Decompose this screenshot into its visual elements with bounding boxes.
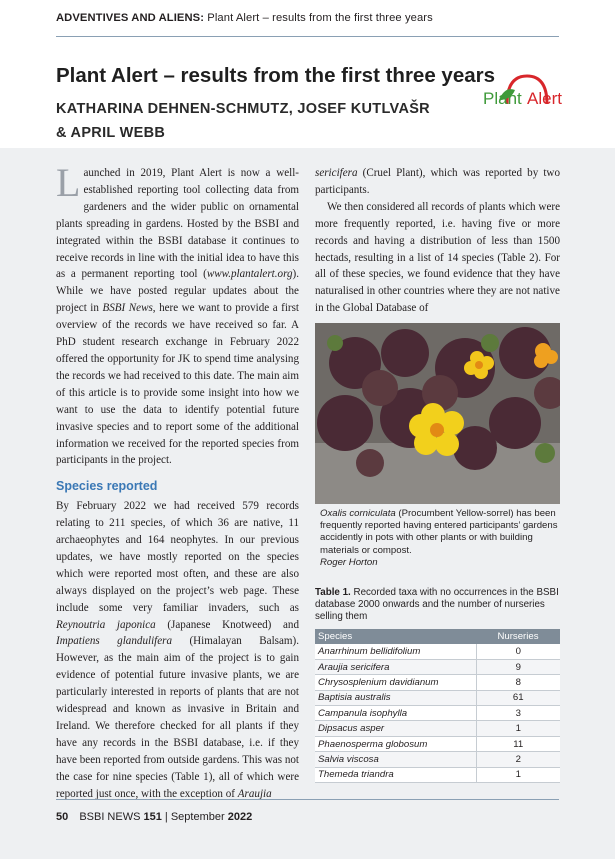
table-row <box>315 706 560 721</box>
cell-species: Anarrhinum bellidifolium <box>315 644 476 659</box>
cell-nurseries: 8 <box>476 675 560 690</box>
cell-species: Campanula isophylla <box>315 706 476 721</box>
running-head-title: Plant Alert – results from the first three years <box>207 12 433 24</box>
table-row <box>315 721 560 736</box>
subheading-species-reported: Species reported <box>56 479 158 494</box>
table-row <box>315 644 560 659</box>
oxalis-photo <box>315 323 560 504</box>
species-name: Araujia <box>237 787 272 800</box>
top-rule <box>56 36 559 37</box>
publication-name: BSBI News <box>102 302 153 315</box>
cell-nurseries: 2 <box>476 752 560 767</box>
cell-nurseries: 61 <box>476 690 560 705</box>
species-name: Impatiens glandulifera <box>56 635 173 648</box>
species-text-b: (Japanese Knotweed) and <box>155 618 299 631</box>
bottom-rule <box>56 799 559 800</box>
cell-nurseries: 1 <box>476 767 560 782</box>
footer-separator: | <box>164 811 168 823</box>
species-name: Reynoutria japonica <box>56 618 156 631</box>
table-row <box>315 767 560 782</box>
species-text-a: By February 2022 we had received 579 records relating to 211 species, of which 36 are native, 11 archaeophytes and 164 neophytes. In our previous updates, we have mostly reported on the species which were reported most often, and these are also always displayed on the project’s web page. These include some very familiar invaders, such as <box>56 500 299 614</box>
cell-species: Chrysosplenium davidianum <box>315 675 476 690</box>
publication-title: BSBI NEWS <box>79 811 141 823</box>
table-row <box>315 752 560 767</box>
logo-text-alert: Alert <box>527 89 562 108</box>
species-paragraph <box>56 498 299 802</box>
col-header-species: Species <box>315 629 476 644</box>
issue-month: September <box>170 811 225 823</box>
photo-credit: Roger Horton <box>320 556 378 568</box>
caption-species: Oxalis corniculata <box>320 508 396 519</box>
table-1 <box>315 629 560 783</box>
issue-year: 2022 <box>227 811 253 823</box>
article-title: Plant Alert – results from the first three years <box>56 64 495 87</box>
issue-number: 151 <box>143 811 162 823</box>
table-row <box>315 690 560 705</box>
plant-alert-logo <box>479 70 575 116</box>
project-url: www.plantalert.org <box>206 268 293 281</box>
page-number: 50 <box>56 811 69 823</box>
continued-text: (Cruel Plant), which was reported by two participants. <box>315 167 560 196</box>
page-footer <box>56 811 252 823</box>
column-right <box>315 165 560 317</box>
cell-species: Phaenosperma globosum <box>315 736 476 751</box>
cell-species: Themeda triandra <box>315 767 476 782</box>
authors-line-1: KATHARINA DEHNEN-SCHMUTZ, JOSEF KUTLVAŠR <box>56 101 430 117</box>
caption-text: (Procumbent Yellow-sorrel) has been frequently reported having entered participants’ gardens accidently in pots with other plants or with building materials or compost. <box>320 508 558 556</box>
cell-nurseries: 3 <box>476 706 560 721</box>
cell-nurseries: 0 <box>476 644 560 659</box>
authors-line-2: & APRIL WEBB <box>56 125 166 141</box>
cell-species: Salvia viscosa <box>315 752 476 767</box>
table-caption-text: Recorded taxa with no occurrences in the BSBI database 2000 onwards and the number of nurseries selling them <box>315 587 559 623</box>
frequent-records-paragraph: We then considered all records of plants which were more frequently reported, i.e. having five or more records and having a distribution of less than 1500 hectads, resulting in a list of 14 species (Table 2). For all of these species, we found evidence that they have naturalised in other countries where they are not native in the Global Database of <box>315 200 560 315</box>
species-name: sericifera <box>315 167 358 179</box>
col-header-nurseries: Nurseries <box>476 629 560 644</box>
cell-species: Araujia sericifera <box>315 659 476 674</box>
running-head <box>56 12 559 24</box>
table-row <box>315 736 560 751</box>
intro-paragraph <box>56 160 300 469</box>
table-caption <box>315 587 560 624</box>
intro-text-b: ). While we have posted regular updates about the project in <box>56 268 299 315</box>
table-row <box>315 675 560 690</box>
cell-nurseries: 11 <box>476 736 560 751</box>
table-row <box>315 659 560 674</box>
column-left <box>56 160 300 803</box>
drop-cap: L <box>56 160 81 205</box>
intro-text-c: , here we want to provide a first overview of the records we have received so far. A PhD student research exchange in February 2022 offered the opportunity for JK to spend time analysing the records we had received to this date. The main aim of this article is to provide some insight into how we want to use the data to identify potential future invasive species and to report some of the additional information we received for the reported species from participants in the project. <box>56 302 300 467</box>
intro-text-a: aunched in 2019, Plant Alert is now a well-established reporting tool collecting data from gardeners and the wider public on ornamental plants spreading in gardens. Hosted by the BSBI and integrated within the BSBI database it continues to receive records in line with the initial idea to have this as a permanent reporting tool ( <box>56 167 299 281</box>
continued-paragraph <box>315 165 560 199</box>
article-authors <box>56 97 476 145</box>
cell-species: Dipsacus asper <box>315 721 476 736</box>
species-text-c: (Himalayan Balsam). However, as the main aim of the project is to gain evidence of potential future invasive plants, we are particularly interested in reports of plants that are not widespread and known as invasive in Britain and Ireland. We therefore checked for all plants if they have any records in the BSBI database, i.e. if they have been reported from outside gardens. This was not the case for nine species (Table 1), all of which were reported just once, with the exception of <box>56 635 299 800</box>
cell-species: Baptisia australis <box>315 690 476 705</box>
running-head-section: ADVENTIVES AND ALIENS: <box>56 12 205 24</box>
cell-nurseries: 1 <box>476 721 560 736</box>
logo-text-plant: Plant <box>483 89 522 108</box>
table-label: Table 1. <box>315 587 351 598</box>
photo-caption <box>320 508 560 569</box>
cell-nurseries: 9 <box>476 659 560 674</box>
